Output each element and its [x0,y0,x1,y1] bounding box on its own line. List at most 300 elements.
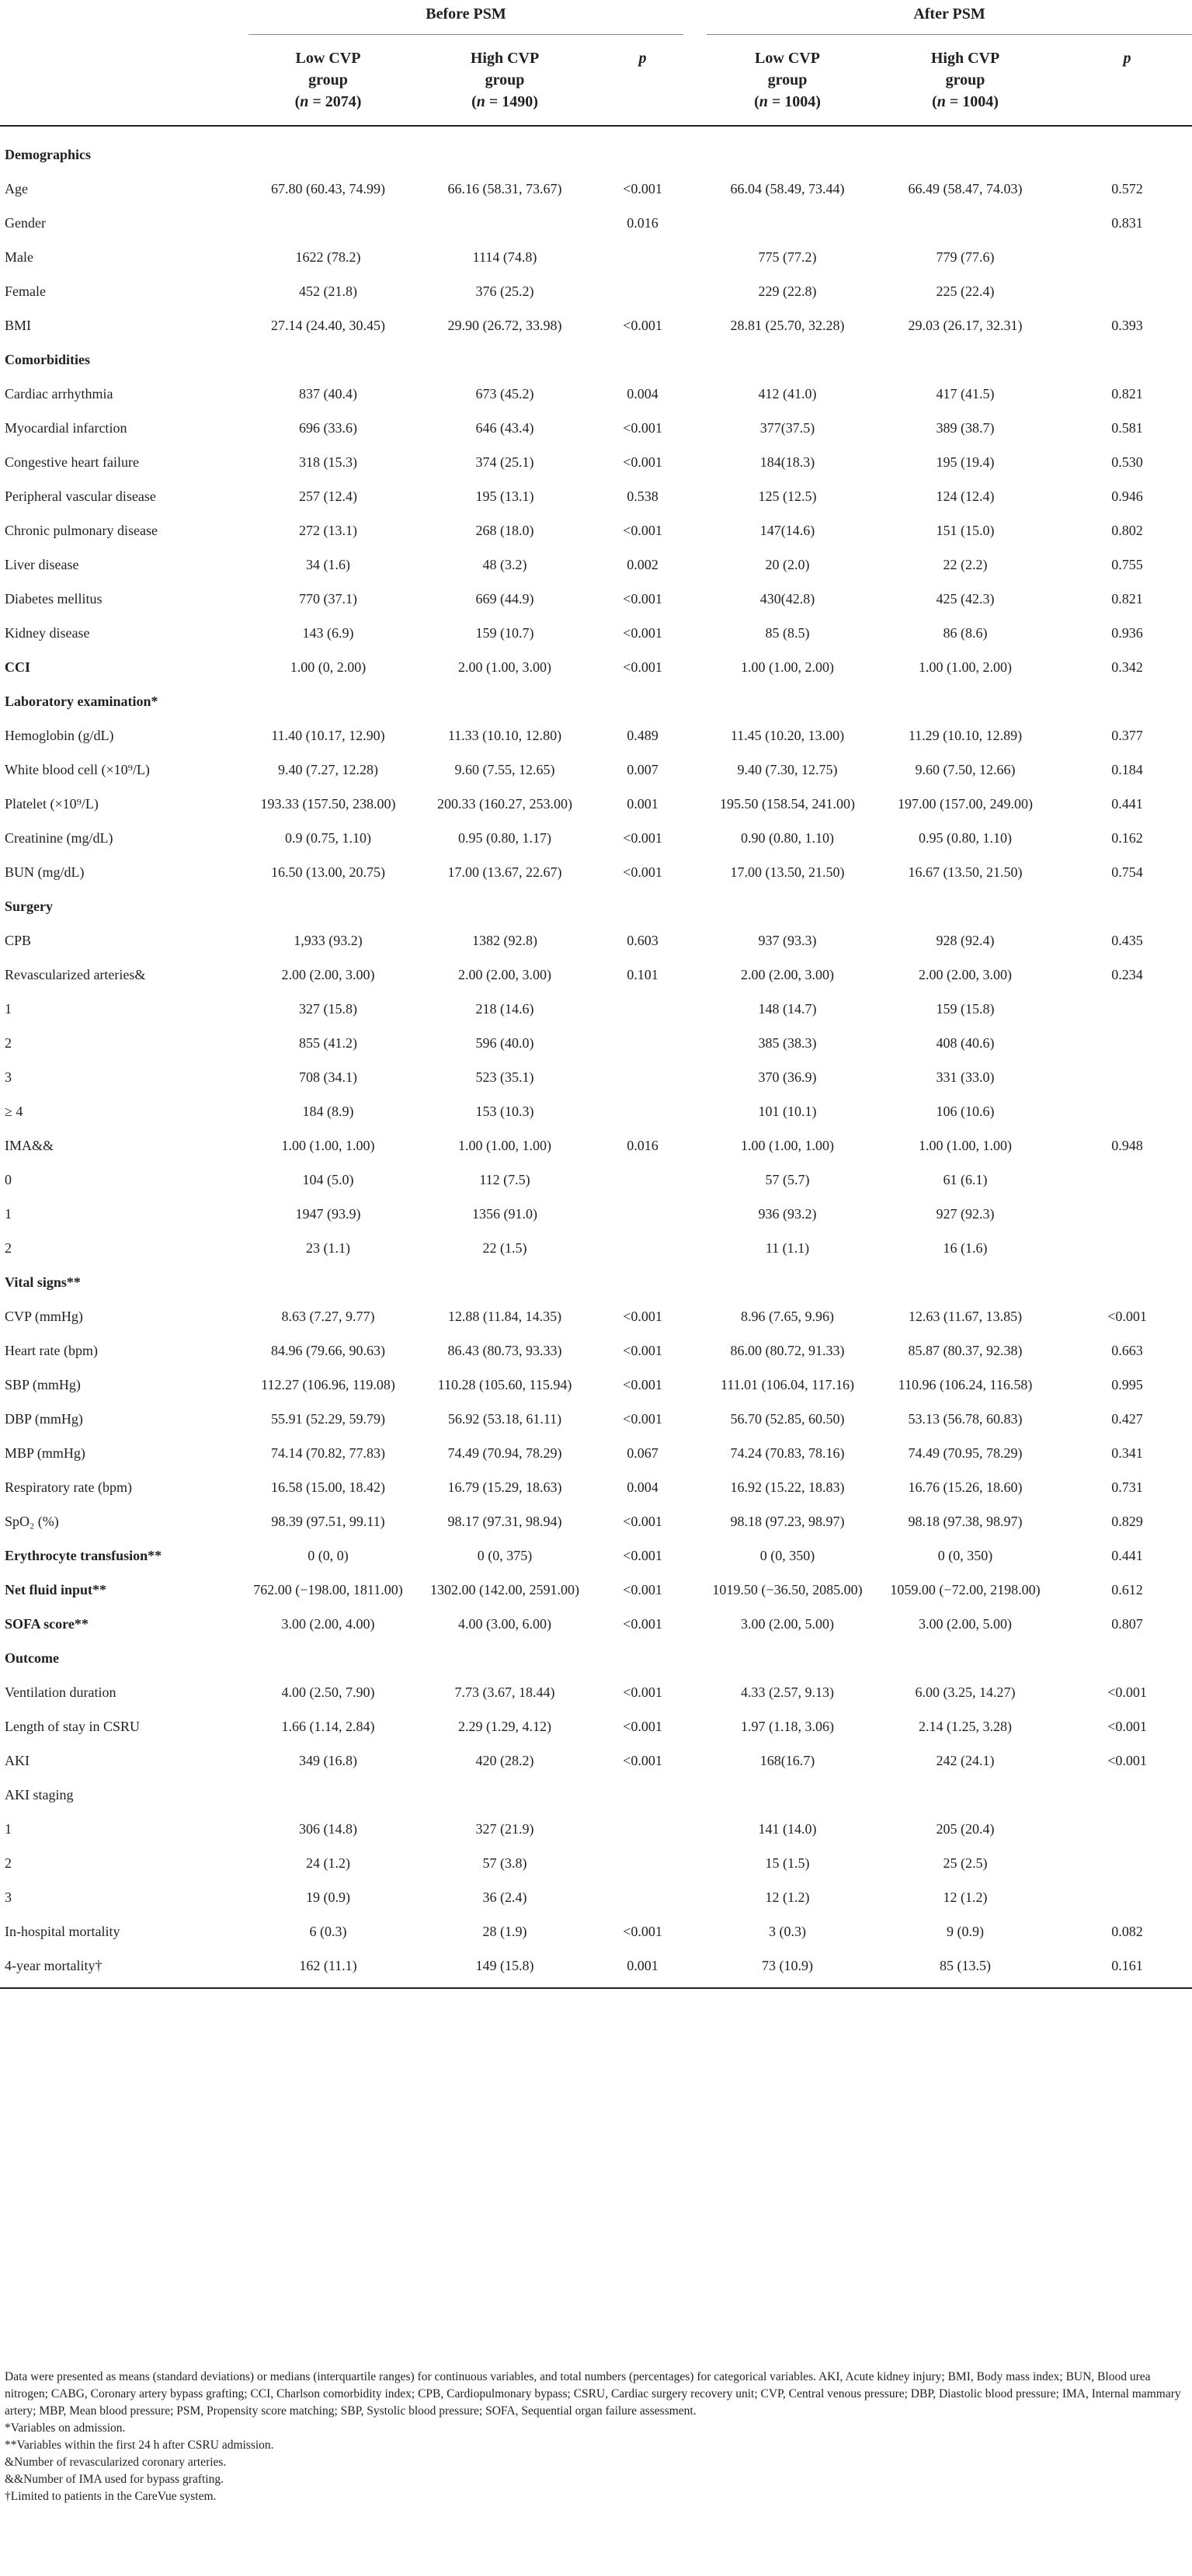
p-value-before: 0.001 [602,1949,683,1988]
row-label: BUN (mg/dL) [5,864,85,880]
cell-b-low: 162 (11.1) [248,1949,408,1988]
table-row [0,411,1192,445]
p-value-before [602,1026,683,1060]
p-value-before: <0.001 [623,181,662,196]
p-value-after [1062,1026,1192,1060]
cell-b-low: 0.9 (0.75, 1.10) [285,830,371,846]
row-label: MBP (mmHg) [5,1445,85,1461]
table-row [0,1470,1192,1504]
cell-a-high: 22 (2.2) [943,557,988,572]
p-value-after: <0.001 [1107,1684,1147,1700]
cell-a-low: 1.00 (1.00, 1.00) [741,1138,834,1153]
p-value-after: 0.441 [1111,1548,1143,1563]
p-value-after [1062,889,1192,923]
cell-b-high: 268 (18.0) [475,523,534,538]
p-value-before: 0.004 [627,386,659,402]
before-psm-header: Before PSM [248,0,683,35]
cell-a-low: 168(16.7) [759,1753,815,1768]
p-value-after [1062,1880,1192,1914]
cell-a-low: 412 (41.0) [758,386,817,402]
p-value-after [1062,1094,1192,1128]
cell-a-high: 61 (6.1) [943,1172,988,1187]
p-value-after: <0.001 [1107,1753,1147,1768]
col-before-high-n: (n = 1490) [471,93,538,110]
cell-a-high: 197.00 (157.00, 249.00) [898,796,1033,812]
cell-b-high: 22 (1.5) [482,1240,527,1256]
cell-a-low: 15 (1.5) [765,1855,810,1871]
col-after-low-line2: group [767,71,808,89]
row-label: Cardiac arrhythmia [5,386,113,402]
row-label: Comorbidities [5,352,90,367]
cell-a-low: 98.18 (97.23, 98.97) [730,1514,845,1529]
row-label: CCI [5,659,31,675]
group-header-row [0,0,1192,35]
p-value-after: 0.572 [1111,181,1143,196]
cell-a-high: 53.13 (56.78, 60.83) [908,1411,1023,1427]
table-row [0,1402,1192,1436]
cell-a-high: 928 (92.4) [936,933,995,948]
row-label: Erythrocyte transfusion** [5,1548,162,1563]
cell-b-high: 374 (25.1) [475,454,534,470]
cell-b-low: 257 (12.4) [299,488,357,504]
cell-b-high: 2.00 (1.00, 3.00) [458,659,551,675]
col-before-low-line2: group [308,71,348,89]
cell-a-high [868,206,1062,240]
section-row [0,889,1192,923]
col-after-high-line1: High CVP [930,50,1000,67]
section-row [0,1641,1192,1675]
cell-b-low: 318 (15.3) [299,454,357,470]
row-label: Liver disease [5,557,79,572]
cell-b-high: 673 (45.2) [475,386,534,402]
p-value-before [602,684,683,718]
table-row [0,548,1192,582]
p-value-before: <0.001 [623,1616,662,1632]
cell-a-low: 8.96 (7.65, 9.96) [741,1309,834,1324]
cell-b-low: 4.00 (2.50, 7.90) [281,1684,375,1700]
section-row [0,684,1192,718]
cell-a-high: 195 (19.4) [936,454,995,470]
cell-b-low: 16.50 (13.00, 20.75) [271,864,385,880]
cell-b-high [408,342,602,377]
cell-a-low: 12 (1.2) [765,1889,810,1905]
row-label: Demographics [5,147,91,162]
row-label: SpO₂ (%) [5,1514,59,1529]
cell-b-high [408,206,602,240]
p-value-before: <0.001 [623,1924,662,1939]
table-row [0,513,1192,548]
p-value-before [602,342,683,377]
cell-a-high: 927 (92.3) [936,1206,995,1222]
cell-b-low [248,1641,408,1675]
cell-b-low [248,684,408,718]
p-value-before: <0.001 [623,1514,662,1529]
cell-b-low [248,1265,408,1299]
cell-a-high: 205 (20.4) [936,1821,995,1837]
p-value-after: 0.612 [1111,1582,1143,1597]
cell-a-low: 73 (10.9) [707,1949,868,1988]
col-after-p: p [1062,35,1192,127]
cell-a-low: 3.00 (2.00, 5.00) [741,1616,834,1632]
cell-b-high [408,889,602,923]
p-value-before [602,1265,683,1299]
section-row [0,1573,1192,1607]
table-row [0,1846,1192,1880]
section-row [0,1265,1192,1299]
cell-a-high: 98.18 (97.38, 98.97) [908,1514,1023,1529]
section-row [0,650,1192,684]
cell-b-high: 327 (21.9) [475,1821,534,1837]
cell-a-high: 29.03 (26.17, 32.31) [908,318,1023,333]
p-value-after [1062,1163,1192,1197]
p-value-after: 0.341 [1111,1445,1143,1461]
p-value-after [1062,1812,1192,1846]
row-label: AKI [5,1753,30,1768]
table-row [0,1197,1192,1231]
col-before-high-line1: High CVP [470,50,540,67]
cell-b-high: 98.17 (97.31, 98.94) [447,1514,562,1529]
p-value-before: <0.001 [623,523,662,538]
cell-b-low: 770 (37.1) [299,591,357,607]
p-value-after: 0.754 [1111,864,1143,880]
row-label: Kidney disease [5,625,90,641]
cell-b-low: 349 (16.8) [299,1753,357,1768]
cell-a-low: 125 (12.5) [758,488,817,504]
p-value-after [1062,1197,1192,1231]
cell-b-low: 306 (14.8) [299,1821,357,1837]
row-label: BMI [5,318,32,333]
p-value-after: 0.342 [1111,659,1143,675]
cell-b-high: 1.00 (1.00, 1.00) [458,1138,551,1153]
p-value-after: 0.441 [1111,796,1143,812]
row-label: AKI staging [5,1787,74,1803]
row-label: IMA&& [5,1138,54,1153]
cell-a-high [868,1265,1062,1299]
p-value-before: <0.001 [623,830,662,846]
col-before-p: p [602,35,683,127]
cell-a-high: 225 (22.4) [936,283,995,299]
row-label: 2 [5,1855,12,1871]
col-after-high-line2: group [945,71,985,89]
cell-b-low: 16.58 (15.00, 18.42) [271,1479,385,1495]
cell-b-high: 7.73 (3.67, 18.44) [454,1684,555,1700]
cell-a-high: 0 (0, 350) [937,1548,993,1563]
cell-a-low: 1.00 (1.00, 2.00) [741,659,834,675]
cell-a-high: 85 (13.5) [868,1949,1062,1988]
cell-a-low: 57 (5.7) [765,1172,810,1187]
p-value-before [602,240,683,274]
cell-a-high: 6.00 (3.25, 14.27) [915,1684,1016,1700]
row-label: Myocardial infarction [5,420,127,436]
table-row [0,855,1192,889]
cell-b-low: 6 (0.3) [309,1924,347,1939]
p-value-after: 0.995 [1111,1377,1143,1392]
cell-b-low: 1622 (78.2) [295,249,361,265]
table-row [0,718,1192,753]
table-row [0,1880,1192,1914]
row-label: Diabetes mellitus [5,591,103,607]
table-row [0,582,1192,616]
table-row [0,1914,1192,1949]
cell-a-high: 25 (2.5) [943,1855,988,1871]
column-header-row [0,35,1192,127]
row-label: Heart rate (bpm) [5,1343,98,1358]
col-before-high-line2: group [485,71,525,89]
cell-a-high: 16.76 (15.26, 18.60) [908,1479,1023,1495]
p-value-after: 0.161 [1062,1949,1192,1988]
col-after-high [868,35,1062,127]
p-value-after: 0.831 [1111,215,1143,231]
section-row [0,1538,1192,1573]
p-value-before: <0.001 [623,1309,662,1324]
table-row [0,172,1192,206]
cell-a-low: 11 (1.1) [765,1240,810,1256]
cell-a-low: 147(14.6) [759,523,815,538]
cell-a-high: 408 (40.6) [936,1035,995,1051]
p-value-before: <0.001 [623,1582,662,1597]
cell-b-low: 98.39 (97.51, 99.11) [271,1514,385,1529]
p-value-before: <0.001 [623,591,662,607]
section-row [0,342,1192,377]
cell-b-low: 696 (33.6) [299,420,357,436]
cell-a-low [707,342,868,377]
cell-b-high: 1356 (91.0) [472,1206,537,1222]
cell-b-low: 143 (6.9) [302,625,354,641]
cell-a-low [707,684,868,718]
cell-a-low: 148 (14.7) [758,1001,817,1017]
p-value-after: 0.948 [1111,1138,1143,1153]
cell-a-high: 2.14 (1.25, 3.28) [919,1719,1012,1734]
cell-b-high: 57 (3.8) [482,1855,527,1871]
cell-a-low: 377(37.5) [759,420,815,436]
cell-b-low: 9.40 (7.27, 12.28) [278,762,378,777]
cell-a-high: 151 (15.0) [936,523,995,538]
cell-a-low: 195.50 (158.54, 241.00) [720,796,855,812]
footnote: &Number of revascularized coronary arteries. [5,2456,227,2469]
cell-a-high: 159 (15.8) [936,1001,995,1017]
cell-b-high: 200.33 (160.27, 253.00) [437,796,572,812]
cell-a-high [868,1778,1062,1812]
table-row [0,308,1192,342]
p-value-before [602,1778,683,1812]
cell-b-high: 9.60 (7.55, 12.65) [454,762,555,777]
cell-b-low [248,889,408,923]
p-value-before [602,1060,683,1094]
row-label: Vital signs** [5,1274,81,1290]
section-row [0,1607,1192,1641]
table-row [0,1949,1192,1988]
p-value-before: 0.067 [627,1445,659,1461]
cell-b-high: 56.92 (53.18, 61.11) [447,1411,562,1427]
cell-b-low: 1947 (93.9) [295,1206,361,1222]
cell-b-low: 855 (41.2) [299,1035,357,1051]
cell-a-high [868,889,1062,923]
row-label: Ventilation duration [5,1684,116,1700]
cell-a-low [707,126,868,172]
p-value-before: <0.001 [623,659,662,675]
row-label: CPB [5,933,32,948]
row-label: Creatinine (mg/dL) [5,830,113,846]
cell-b-low: 112.27 (106.96, 119.08) [261,1377,395,1392]
cell-b-low: 19 (0.9) [306,1889,350,1905]
p-value-after: 0.821 [1111,386,1143,402]
table-row [0,377,1192,411]
cell-a-high [868,1641,1062,1675]
cell-a-low: 11.45 (10.20, 13.00) [730,728,845,743]
p-value-before: 0.101 [627,967,659,982]
col-before-low-line1: Low CVP [295,50,361,67]
p-value-before: <0.001 [623,1753,662,1768]
row-label: Female [5,283,46,299]
cell-b-low [248,1778,408,1812]
row-label: Revascularized arteries& [5,967,146,982]
row-label: Peripheral vascular disease [5,488,156,504]
table-row [0,992,1192,1026]
p-value-after [1062,992,1192,1026]
p-value-after: 0.936 [1111,625,1143,641]
footnote-abbreviations: Data were presented as means (standard deviations) or medians (interquartile ranges) for continuous variables, and total numbers (percentages) for categorical variables. AKI, Acute kidney injury; BMI, Body mass index; BUN, Blood urea nitrogen; CABG, Coronary artery bypass grafting; CCI, Charlson comorbidity index; CPB, Cardiopulmonary bypass; CSRU, Cardiac surgery recovery unit; CVP, Central venous pressure; DBP, Diastolic blood pressure; IMA, Internal mammary artery; MBP, Mean blood pressure; PSM, Propensity score matching; SBP, Systolic blood pressure; SOFA, Sequential organ failure assessment. [5,2370,1181,2418]
p-value-before: 0.016 [627,1138,659,1153]
p-value-before: <0.001 [623,1684,662,1700]
p-value-after [1062,1265,1192,1299]
cell-a-high: 66.49 (58.47, 74.03) [908,181,1023,196]
cell-b-high [408,126,602,172]
p-value-before: 0.007 [627,762,659,777]
row-label: Laboratory examination* [5,694,158,709]
cell-a-low: 16.92 (15.22, 18.83) [730,1479,845,1495]
cell-b-high: 74.49 (70.94, 78.29) [447,1445,562,1461]
cell-a-high: 242 (24.1) [936,1753,995,1768]
p-value-before: 0.004 [627,1479,659,1495]
p-value-before [602,1846,683,1880]
cell-a-low: 370 (36.9) [758,1069,817,1085]
cell-a-low: 56.70 (52.85, 60.50) [730,1411,845,1427]
p-value-after [1062,1231,1192,1265]
table-row [0,1709,1192,1743]
row-label: 4-year mortality† [0,1949,248,1988]
table-row [0,1128,1192,1163]
cell-b-high: 1382 (92.8) [472,933,537,948]
p-value-before: <0.001 [623,1343,662,1358]
p-value-after [1062,1060,1192,1094]
p-value-before [602,126,683,172]
p-value-after [1062,274,1192,308]
row-label: CVP (mmHg) [5,1309,83,1324]
table-row [0,1368,1192,1402]
cell-b-high: 17.00 (13.67, 22.67) [447,864,562,880]
cell-b-high: 2.00 (2.00, 3.00) [458,967,551,982]
cell-b-low: 1.00 (1.00, 1.00) [281,1138,375,1153]
table-row [0,1675,1192,1709]
p-value-before [602,1812,683,1846]
cell-b-low: 34 (1.6) [306,557,350,572]
row-label: Congestive heart failure [5,454,139,470]
table-row [0,479,1192,513]
col-after-low-n: (n = 1004) [754,93,821,110]
cell-a-low [707,889,868,923]
p-value-after: 0.377 [1111,728,1143,743]
p-value-after: 0.663 [1111,1343,1143,1358]
row-label: Chronic pulmonary disease [5,523,158,538]
p-value-after [1062,1846,1192,1880]
cell-b-low: 1.00 (0, 2.00) [290,659,367,675]
cell-a-high: 106 (10.6) [936,1104,995,1119]
p-value-after: 0.731 [1111,1479,1143,1495]
p-value-before [602,1231,683,1265]
cell-b-high: 16.79 (15.29, 18.63) [447,1479,562,1495]
row-label: Surgery [5,899,53,914]
cell-b-low: 837 (40.4) [299,386,357,402]
row-label: In-hospital mortality [5,1924,120,1939]
cell-a-low: 775 (77.2) [758,249,817,265]
cell-a-low: 17.00 (13.50, 21.50) [730,864,845,880]
p-value-before [602,1880,683,1914]
cell-b-low: 104 (5.0) [302,1172,354,1187]
p-value-after [1062,1641,1192,1675]
cell-b-high: 159 (10.7) [475,625,534,641]
cell-b-high: 149 (15.8) [408,1949,602,1988]
row-label: Age [5,181,28,196]
cell-a-low: 1.97 (1.18, 3.06) [741,1719,834,1734]
p-value-after: <0.001 [1107,1719,1147,1734]
cell-b-low: 762.00 (−198.00, 1811.00) [253,1582,403,1597]
cell-a-high: 16.67 (13.50, 21.50) [908,864,1023,880]
cell-a-high: 85.87 (80.37, 92.38) [908,1343,1023,1358]
cell-a-low: 28.81 (25.70, 32.28) [730,318,845,333]
cell-b-high: 28 (1.9) [482,1924,527,1939]
table-row [0,1743,1192,1778]
p-value-before: <0.001 [623,864,662,880]
row-label: Length of stay in CSRU [5,1719,140,1734]
cell-b-high: 110.28 (105.60, 115.94) [437,1377,572,1392]
p-value-before: 0.603 [627,933,659,948]
cell-a-high: 86 (8.6) [943,625,988,641]
cell-a-high: 417 (41.5) [936,386,995,402]
row-label: ≥ 4 [5,1104,23,1119]
row-label: 1 [5,1206,12,1222]
cell-b-low [248,126,408,172]
cell-b-low: 55.91 (52.29, 59.79) [271,1411,385,1427]
cell-a-high: 16 (1.6) [943,1240,988,1256]
cell-a-high [868,126,1062,172]
cell-a-low: 385 (38.3) [758,1035,817,1051]
p-value-before: <0.001 [623,1719,662,1734]
cell-a-low: 430(42.8) [759,591,815,607]
p-value-after: 0.393 [1111,318,1143,333]
cell-a-high [868,684,1062,718]
cell-b-high: 66.16 (58.31, 73.67) [447,181,562,196]
p-value-before [602,1163,683,1197]
table-row [0,923,1192,958]
p-value-after: 0.530 [1111,454,1143,470]
cell-b-high [408,684,602,718]
table-row [0,206,1192,240]
row-label: Gender [5,215,46,231]
footnote: &&Number of IMA used for bypass grafting. [5,2473,224,2486]
cell-b-low: 74.14 (70.82, 77.83) [271,1445,385,1461]
p-value-after: 0.234 [1111,967,1143,982]
cell-a-high: 1059.00 (−72.00, 2198.00) [890,1582,1041,1597]
cell-b-high: 646 (43.4) [475,420,534,436]
p-value-after: 0.821 [1111,591,1143,607]
table-row [0,1436,1192,1470]
p-value-before: <0.001 [623,1548,662,1563]
cell-a-low: 86.00 (80.72, 91.33) [730,1343,845,1358]
cell-a-low: 111.01 (106.04, 117.16) [721,1377,854,1392]
cell-b-low: 8.63 (7.27, 9.77) [281,1309,375,1324]
cell-b-high: 29.90 (26.72, 33.98) [447,318,562,333]
table-row [0,1299,1192,1333]
